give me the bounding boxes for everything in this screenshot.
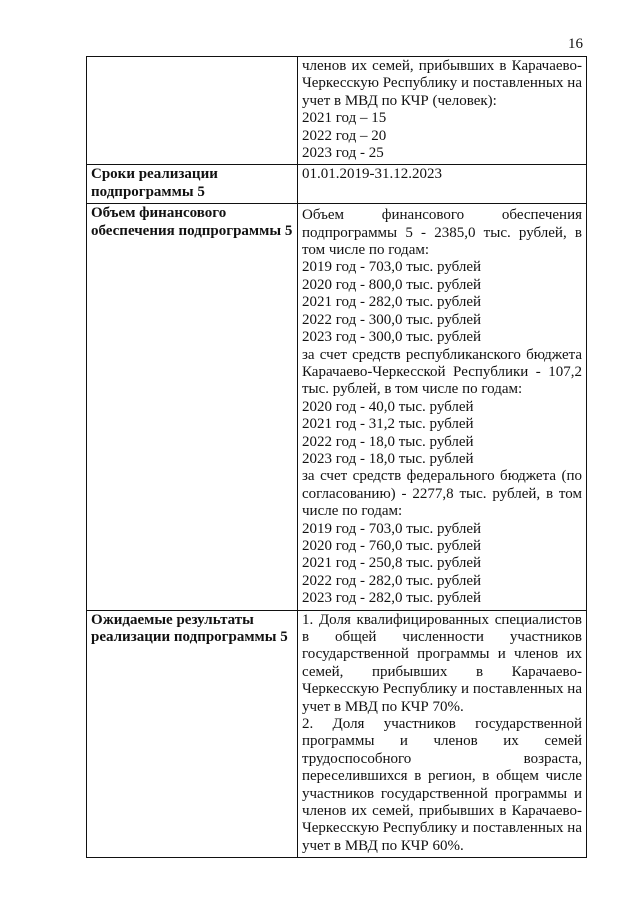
content-line: 2020 год - 760,0 тыс. рублей: [302, 537, 482, 554]
content-paragraph: 2. Доля участников государственной программы и членов их семей трудоспособного возраста, переселившихся в регион, в общем числе участников государственной программы и членов их семей, прибывших в Карачаево-Черкесскую Республику и поставленных на учет в МВД по КЧР 60%.: [302, 716, 582, 854]
content-paragraph: за счет средств республиканского бюджета Карачаево-Черкесской Республики - 107,2 тыс. рублей, в том числе по годам:: [302, 346, 582, 398]
content-line: 2019 год - 703,0 тыс. рублей: [302, 520, 482, 537]
content-line: 2022 год – 20: [302, 127, 387, 144]
content-line: 2020 год - 800,0 тыс. рублей: [302, 276, 482, 293]
content-line: 2021 год - 250,8 тыс. рублей: [302, 555, 482, 572]
content-paragraph: за счет средств федерального бюджета (по согласованию) - 2277,8 тыс. рублей, в том числе по годам:: [302, 468, 582, 520]
content-line: 2023 год - 25: [302, 145, 384, 162]
row-label-cell: [87, 57, 298, 165]
content-line: 2019 год - 703,0 тыс. рублей: [302, 259, 482, 276]
row-label-cell: Ожидаемые результаты реализации подпрограммы 5: [87, 610, 298, 858]
content-line: 2022 год - 300,0 тыс. рублей: [302, 311, 482, 328]
table-row: [87, 165, 587, 204]
content-line: 2020 год - 40,0 тыс. рублей: [302, 398, 474, 415]
content-line: 2021 год - 31,2 тыс. рублей: [302, 416, 474, 433]
content-line: 2023 год - 300,0 тыс. рублей: [302, 329, 482, 346]
content-line: 2023 год - 282,0 тыс. рублей: [302, 590, 482, 607]
page-number: 16: [568, 36, 583, 52]
content-paragraph: 1. Доля квалифицированных специалистов в общей численности участников государственной программы и членов их семей, прибывших в Карачаево-Черкесскую Республику и поставленных на учет в МВД по КЧР 70%.: [302, 611, 582, 715]
row-label-cell: Сроки реализации подпрограммы 5: [87, 165, 298, 204]
table-row: [87, 204, 587, 610]
row-content-cell: [298, 610, 587, 858]
program-passport-table: [86, 56, 587, 858]
row-label-cell: Объем финансового обеспечения подпрограммы 5: [87, 204, 298, 610]
row-content-cell: [298, 204, 587, 610]
content-line: 2022 год - 18,0 тыс. рублей: [302, 433, 474, 450]
row-content-cell: [298, 165, 587, 204]
content-line: 01.01.2019-31.12.2023: [302, 166, 442, 183]
table-row: [87, 610, 587, 858]
content-line: 2021 год – 15: [302, 110, 387, 127]
content-line: 2021 год - 282,0 тыс. рублей: [302, 294, 482, 311]
content-paragraph: членов их семей, прибывших в Карачаево-Черкесскую Республику и поставленных на учет в МВД по КЧР (человек):: [302, 58, 582, 109]
content-paragraph: Объем финансового обеспечения подпрограммы 5 - 2385,0 тыс. рублей, в том числе по годам:: [302, 207, 582, 259]
content-line: 2023 год - 18,0 тыс. рублей: [302, 450, 474, 467]
content-line: 2022 год - 282,0 тыс. рублей: [302, 572, 482, 589]
table-row: [87, 57, 587, 165]
row-content-cell: [298, 57, 587, 165]
